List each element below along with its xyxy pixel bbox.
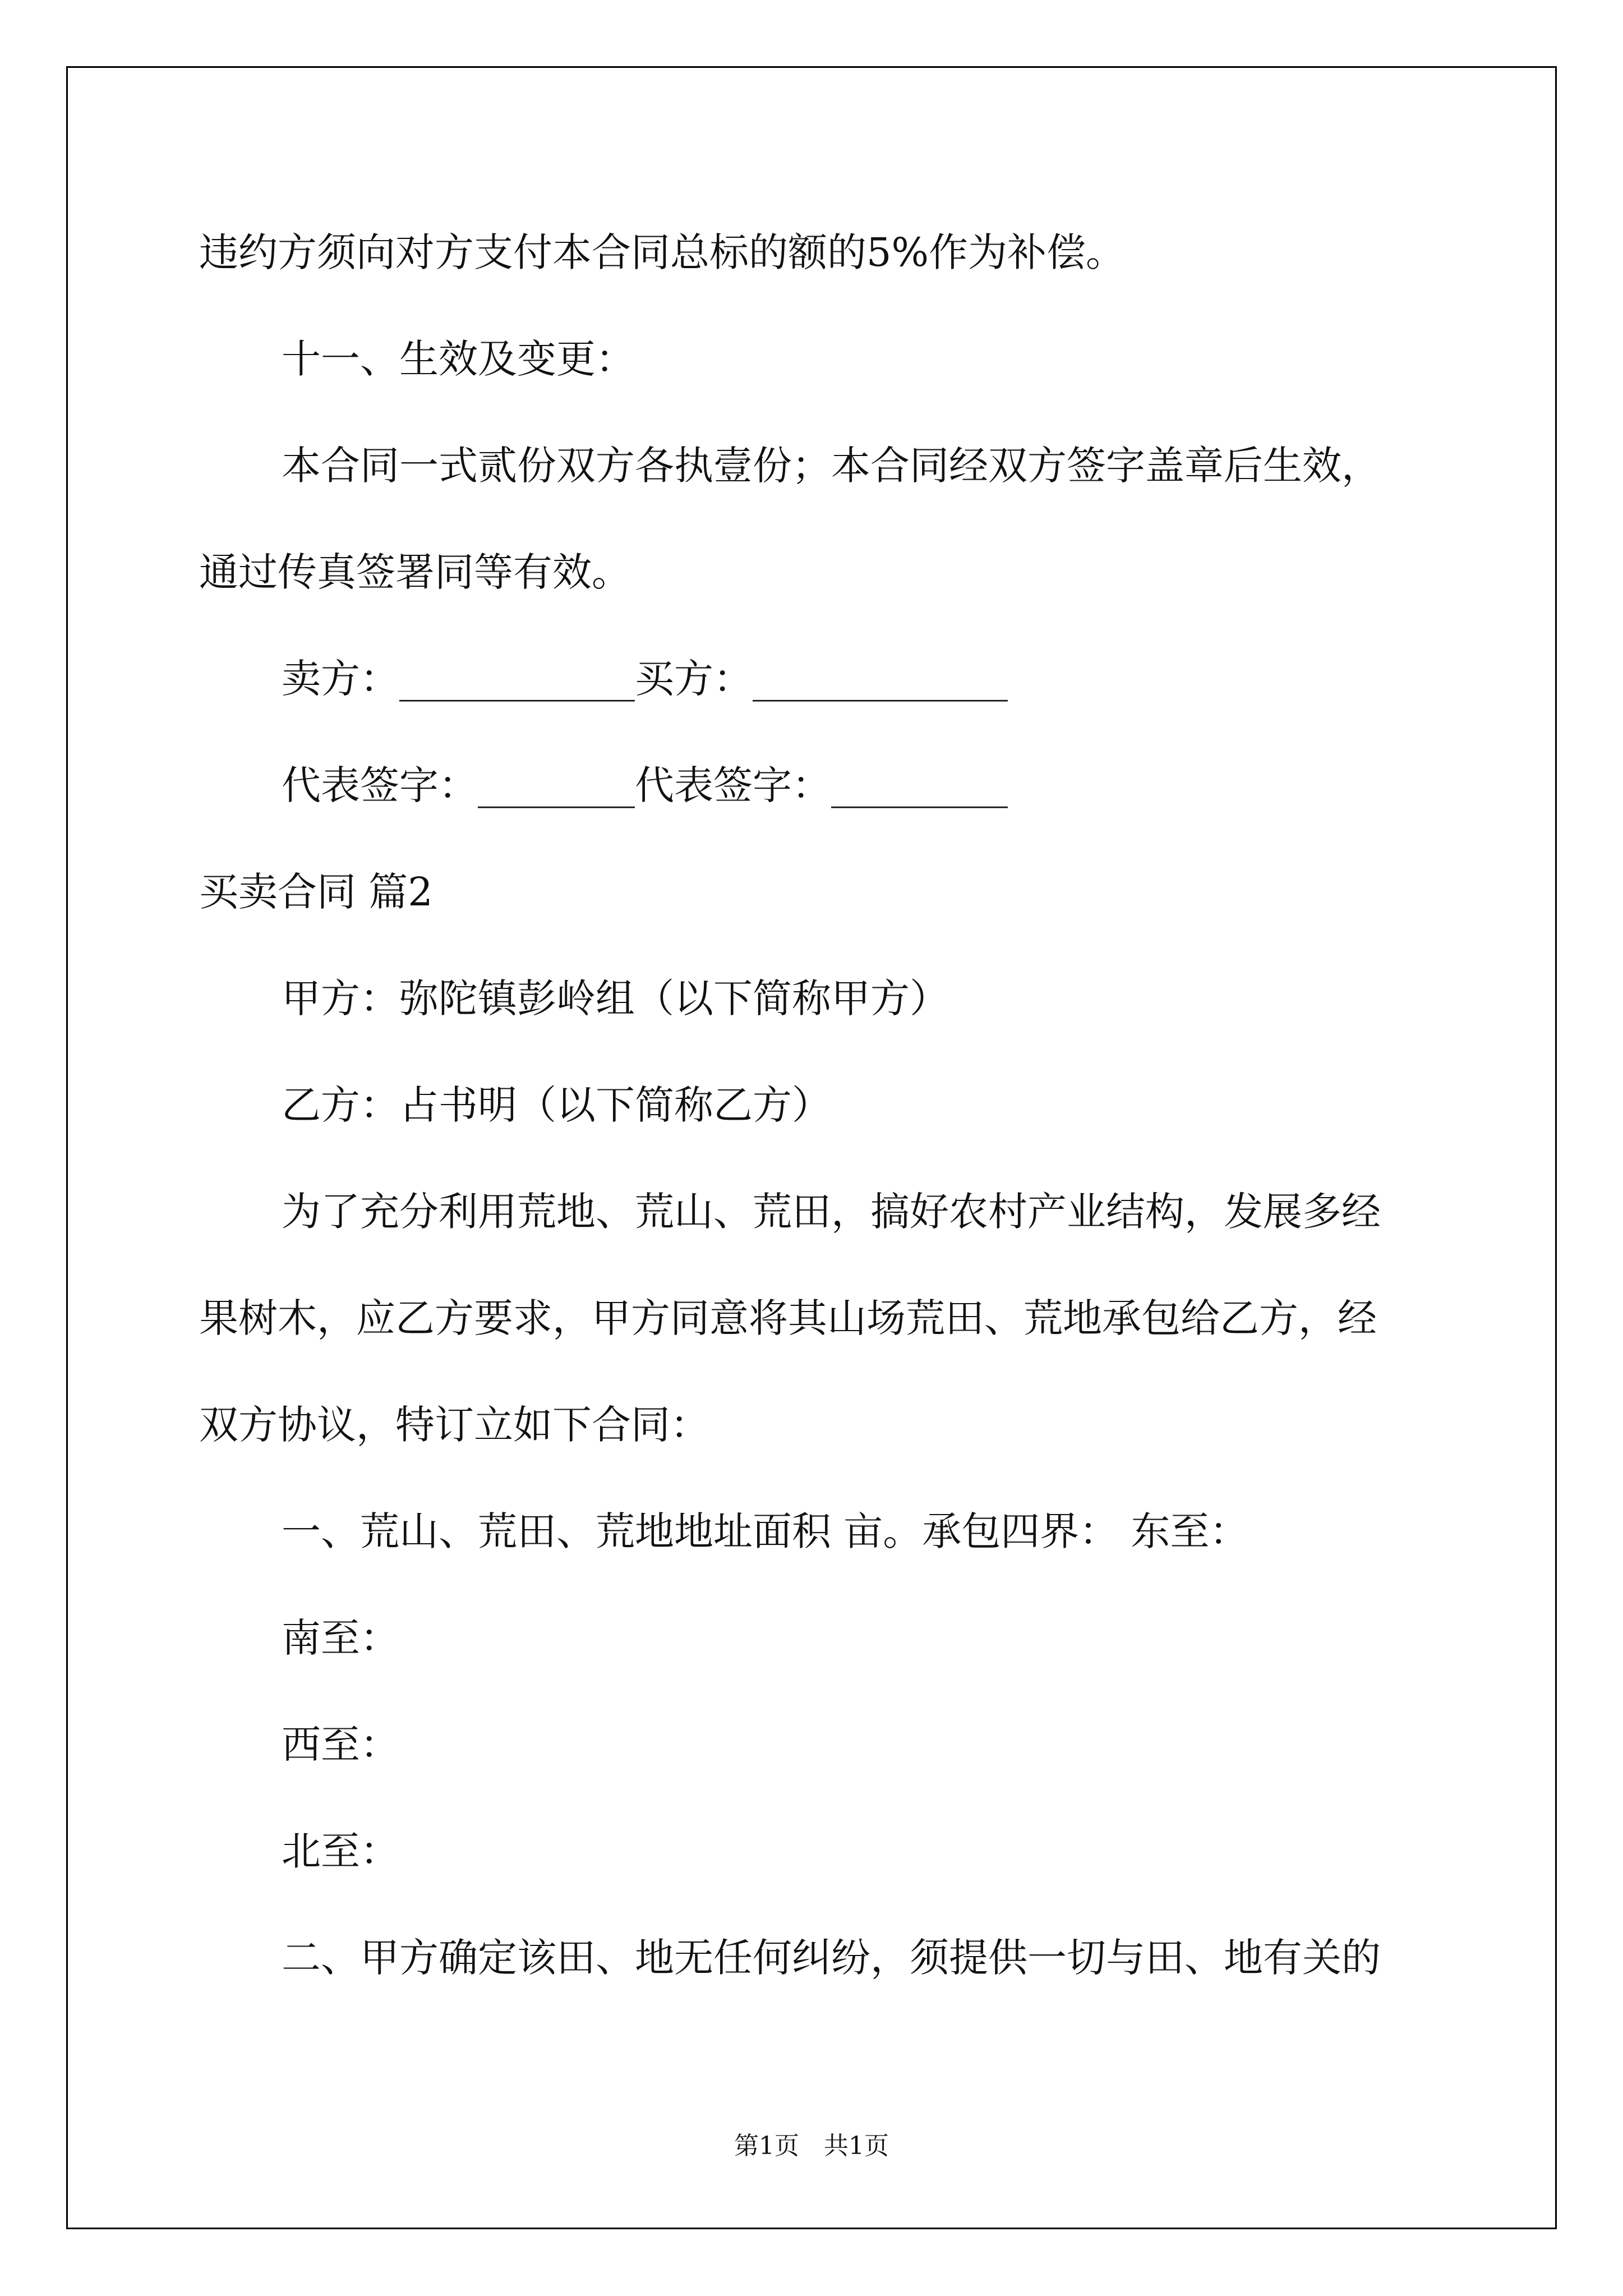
paragraph-line: 违约方须向对方支付本合同总标的额的5%作为补偿。 xyxy=(199,229,1126,275)
clause-line: 一、荒山、荒田、荒地地址面积 亩。承包四界： 东至： xyxy=(282,1508,1249,1554)
boundary-west-line: 西至： xyxy=(282,1722,399,1768)
seller-buyer-signature-line: 卖方：____________买方：_____________ xyxy=(282,656,1008,702)
paragraph-line: 果树木，应乙方要求，甲方同意将其山场荒田、荒地承包给乙方，经 xyxy=(199,1295,1377,1341)
paragraph-line: 通过传真签署同等有效。 xyxy=(199,549,631,595)
paragraph-line: 为了充分利用荒地、荒山、荒田，搞好农村产业结构，发展多经 xyxy=(282,1189,1381,1235)
contract-section-title: 买卖合同 篇2 xyxy=(199,869,433,915)
page-footer: 第1页 共1页 xyxy=(734,2132,889,2160)
representative-signature-line: 代表签字：________代表签字：_________ xyxy=(282,762,1008,808)
clause-line: 二、甲方确定该田、地无任何纠纷，须提供一切与田、地有关的 xyxy=(282,1935,1381,1981)
boundary-south-line: 南至： xyxy=(282,1615,399,1661)
paragraph-line: 双方协议，特订立如下合同： xyxy=(199,1402,709,1448)
paragraph-line: 本合同一式贰份双方各执壹份；本合同经双方签字盖章后生效， xyxy=(282,443,1381,489)
party-a-line: 甲方：弥陀镇彭岭组（以下简称甲方） xyxy=(282,976,949,1022)
party-b-line: 乙方：占书明（以下简称乙方） xyxy=(282,1082,831,1128)
section-heading: 十一、生效及变更： xyxy=(282,336,635,382)
boundary-north-line: 北至： xyxy=(282,1828,399,1874)
